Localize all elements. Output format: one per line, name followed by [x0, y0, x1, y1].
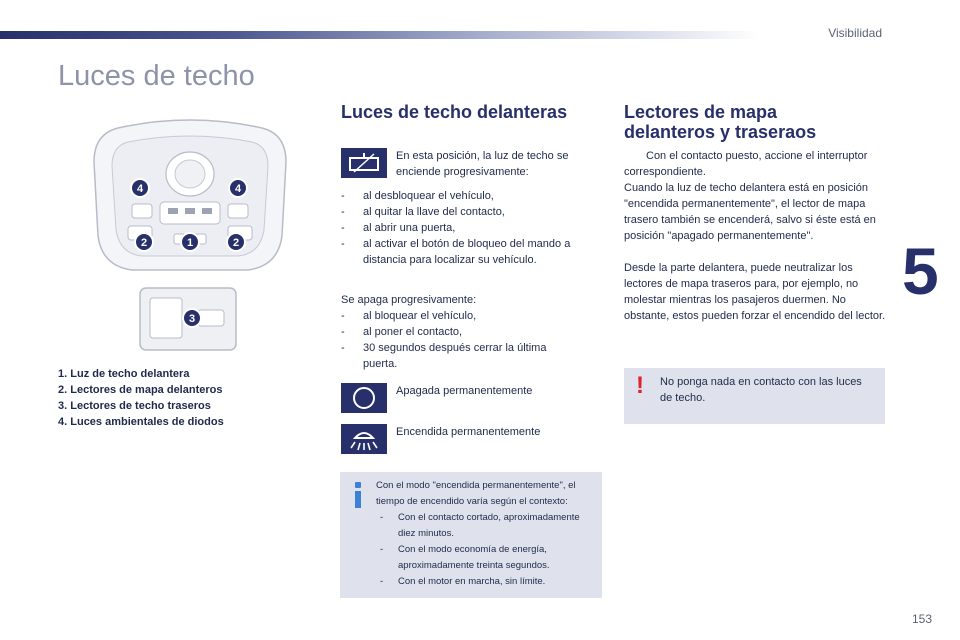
warning-text: No ponga nada en contacto con las luces de techo. — [660, 376, 862, 404]
legend-item: 4. Luces ambientales de diodos — [58, 416, 224, 428]
callout-label: 3 — [188, 313, 196, 325]
legend-item: 1. Luz de techo delantera — [58, 368, 190, 380]
door-mode-icon — [341, 148, 387, 178]
callout-label: 1 — [186, 237, 194, 249]
map-lights-heading: Lectores de mapa delanteros y traseraos — [624, 102, 817, 142]
callout-label: 2 — [140, 237, 148, 249]
warning-box — [624, 368, 885, 424]
list-item: - Con el modo economía de energía, aproximadamente treinta segundos. — [376, 542, 598, 574]
page-number: 153 — [912, 612, 933, 626]
legend-item: 3. Lectores de techo traseros — [58, 400, 211, 412]
list-item: - Con el contacto cortado, aproximadamente diez minutos. — [376, 510, 598, 542]
callout-label: 4 — [136, 183, 144, 195]
off-label: Apagada permanentemente — [396, 385, 533, 397]
info-icon — [354, 482, 362, 508]
off-conditions-list — [341, 308, 581, 372]
on-label: Encendida permanentemente — [396, 426, 541, 438]
list-item: - al abrir una puerta, — [341, 220, 603, 236]
header-bar — [0, 31, 760, 39]
list-item: - al activar el botón de bloqueo del mando a distancia para localizar su vehículo. — [341, 236, 603, 268]
list-item: - al poner el contacto, — [341, 324, 581, 340]
info-intro: Con el modo "encendida permanentemente", el tiempo de encendido varía según el contexto: — [376, 480, 576, 507]
rear-map-lamp-illustration — [138, 286, 238, 352]
chapter-number: 5 — [902, 234, 939, 308]
lamp-off-icon — [341, 383, 387, 413]
info-box — [340, 472, 602, 598]
front-ceiling-console-illustration — [88, 118, 292, 278]
map-paragraph-2: Desde la parte delantera, puede neutralizar los lectores de mapa traseros para, por ejemplo, no molestar mientras los pasajeros duermen. No obstante, estos pueden forzar el encendido del lector. — [624, 262, 886, 322]
legend-item: 2. Lectores de mapa delanteros — [58, 384, 223, 396]
list-item: - Con el motor en marcha, sin límite. — [376, 574, 598, 590]
list-item: - 30 segundos después cerrar la última puerta. — [341, 340, 581, 372]
warning-icon: ! — [636, 372, 644, 399]
lamp-on-icon — [341, 424, 387, 454]
front-lights-heading: Luces de techo delanteras — [341, 102, 568, 122]
list-item: - al desbloquear el vehículo, — [341, 188, 603, 204]
page-title: Luces de techo — [58, 60, 255, 92]
map-paragraph: Cuando la luz de techo delantera está en posición "encendida permanentemente", el lector de mapa trasero también se encenderá, salvo si éste está en posición "apagado permanentemente". — [624, 182, 876, 242]
list-item: - al quitar la llave del contacto, — [341, 204, 603, 220]
map-bullet: Con el contacto puesto, accione el interruptor correspondiente. — [624, 150, 868, 178]
list-item: - al bloquear el vehículo, — [341, 308, 581, 324]
section-label: Visibilidad — [828, 26, 882, 40]
off-intro: Se apaga progresivamente: — [341, 294, 477, 306]
door-mode-text: En esta posición, la luz de techo se enciende progresivamente: — [396, 150, 569, 178]
callout-label: 4 — [234, 183, 242, 195]
callout-label: 2 — [232, 237, 240, 249]
illustration-legend — [58, 366, 224, 430]
on-conditions-list — [341, 188, 603, 268]
